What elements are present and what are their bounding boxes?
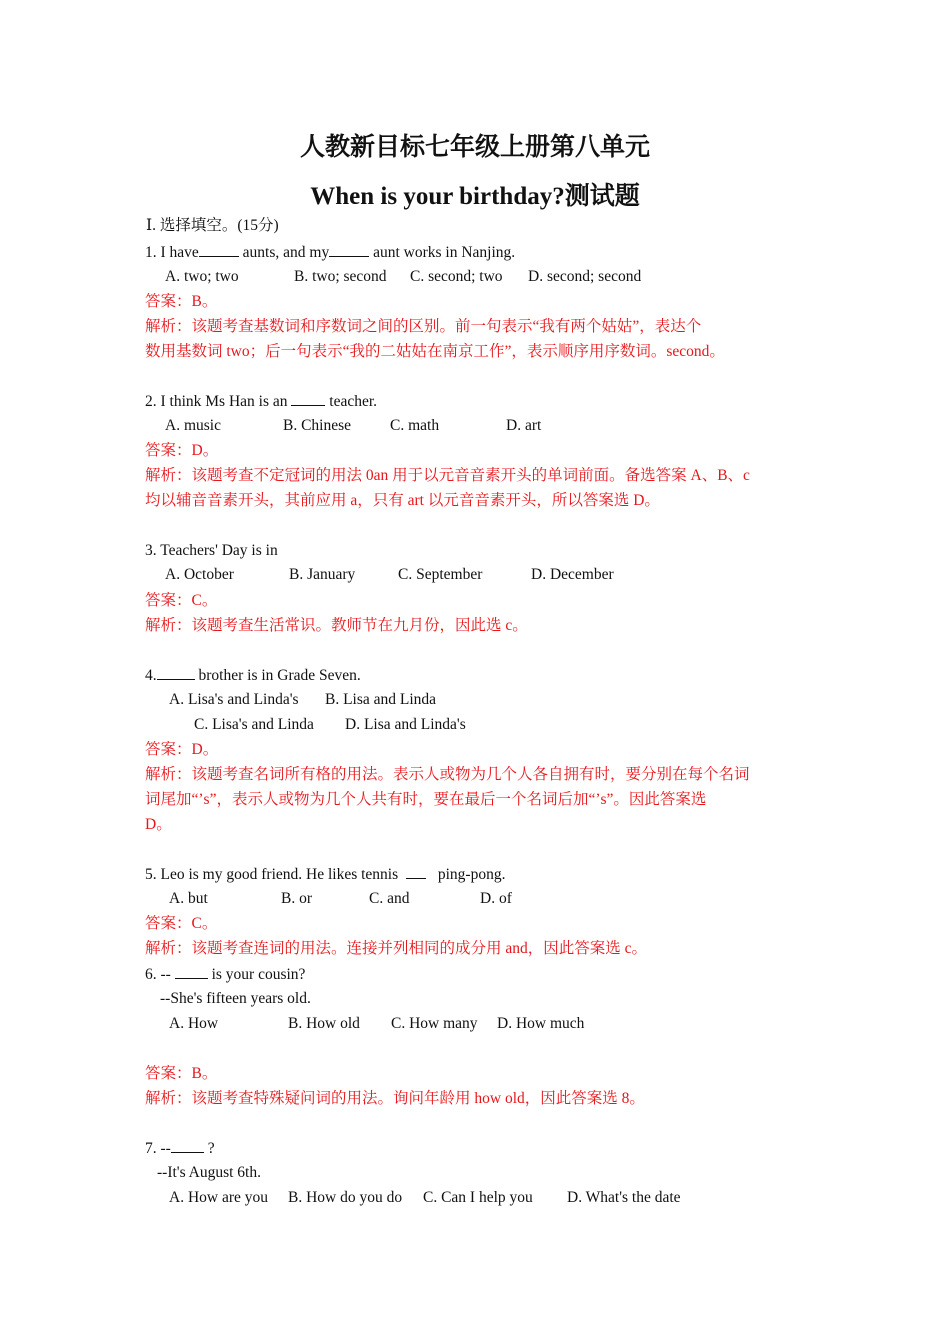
question-6-explanation: 解析：该题考查特殊疑问词的用法。询问年龄用 how old，因此答案选 8。 [145, 1090, 645, 1107]
question-7-reply: --It's August 6th. [157, 1164, 261, 1181]
option-b: B. How do you do [288, 1189, 403, 1206]
option-c: C. How many [391, 1015, 478, 1032]
question-2-answer: 答案：D。 [145, 442, 219, 459]
question-3-stem: 3. Teachers' Day is in [145, 542, 278, 559]
option-a: A. Lisa's and Linda's [169, 691, 299, 708]
answer-blank [329, 242, 369, 257]
section-heading: Ⅰ. 选择填空。(15分) [146, 217, 279, 234]
answer-blank [175, 964, 208, 979]
option-a: A. two; two [165, 268, 239, 285]
question-4-stem: 4. brother is in Grade Seven. [145, 667, 361, 684]
question-5-stem: 5. Leo is my good friend. He likes tennis ping-pong. [145, 866, 506, 883]
question-2-stem: 2. I think Ms Han is an teacher. [145, 393, 378, 410]
question-3-explanation: 解析：该题考查生活常识。教师节在九月份，因此选 c。 [145, 617, 528, 634]
option-c: C. math [390, 417, 440, 434]
option-a: A. How [169, 1015, 219, 1032]
question-4-explanation: 解析：该题考查名词所有格的用法。表示人或物为几个人各自拥有时，要分别在每个名词 [145, 766, 750, 783]
option-c: C. Can I help you [423, 1189, 533, 1206]
question-1-answer: 答案：B。 [145, 293, 218, 310]
option-d: D. of [480, 890, 512, 907]
question-6-answer: 答案：B。 [145, 1065, 218, 1082]
answer-blank [157, 665, 195, 680]
option-b: B. Chinese [283, 417, 352, 434]
question-6-stem: 6. -- is your cousin? [145, 966, 306, 983]
question-1-stem: 1. I have aunts, and my aunt works in Nanjing. [145, 244, 516, 261]
question-1-explanation: 解析：该题考查基数词和序数词之间的区别。前一句表示“我有两个姑姑”，表达个 [145, 318, 702, 335]
option-d: D. art [506, 417, 542, 434]
option-b: B. Lisa and Linda [325, 691, 437, 708]
option-b: B. January [289, 566, 356, 583]
question-5-explanation: 解析：该题考查连词的用法。连接并列相同的成分用 and，因此答案选 c。 [145, 940, 648, 957]
answer-blank [291, 391, 325, 406]
question-1-explanation: 数用基数词 two；后一句表示“我的二姑姑在南京工作”，表示顺序用序数词。second。 [145, 343, 725, 360]
answer-blank [171, 1138, 204, 1153]
question-2-explanation: 解析：该题考查不定冠词的用法 0an 用于以元音音素开头的单词前面。备选答案 A、B、c [145, 467, 750, 484]
question-2-explanation: 均以辅音音素开头，其前应用 a，只有 art 以元音音素开头，所以答案选 D。 [145, 492, 660, 509]
option-b: B. How old [288, 1015, 360, 1032]
option-a: A. October [165, 566, 234, 583]
question-7-stem: 7. -- ? [145, 1140, 215, 1157]
question-4-explanation: D。 [145, 816, 172, 833]
option-d: D. December [531, 566, 614, 583]
question-4-explanation: 词尾加“’s”，表示人或物为几个人共有时，要在最后一个名词后加“’s”。因此答案选 [145, 791, 707, 808]
option-c: C. Lisa's and Linda [194, 716, 314, 733]
option-d: D. Lisa and Linda's [345, 716, 466, 733]
option-d: D. How much [497, 1015, 585, 1032]
title-line-1: 人教新目标七年级上册第八单元 [299, 134, 650, 161]
option-c: C. second; two [410, 268, 503, 285]
option-a: A. but [169, 890, 208, 907]
option-a: A. How are you [169, 1189, 269, 1206]
question-3-answer: 答案：C。 [145, 592, 218, 609]
option-b: B. or [281, 890, 312, 907]
answer-blank [406, 864, 426, 879]
option-d: D. second; second [528, 268, 642, 285]
option-c: C. and [369, 890, 410, 907]
option-a: A. music [165, 417, 221, 434]
question-5-answer: 答案：C。 [145, 915, 218, 932]
option-b: B. two; second [294, 268, 387, 285]
question-4-answer: 答案：D。 [145, 741, 219, 758]
option-d: D. What's the date [567, 1189, 681, 1206]
question-6-reply: --She's fifteen years old. [160, 990, 311, 1007]
title-line-2: When is your birthday?测试题 [310, 183, 640, 210]
option-c: C. September [398, 566, 483, 583]
answer-blank [199, 242, 239, 257]
